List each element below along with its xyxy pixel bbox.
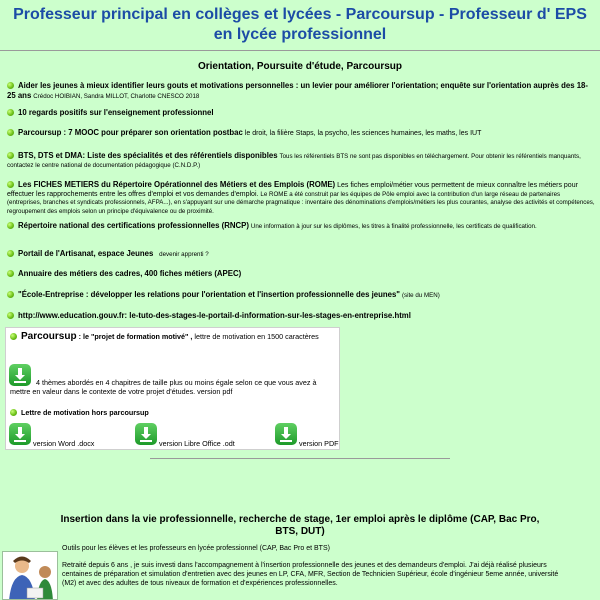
divider (150, 458, 450, 459)
parcoursup-box (5, 327, 340, 450)
download-libre-link[interactable]: version Libre Office .odt (159, 439, 235, 448)
download-libre-icon[interactable] (135, 423, 157, 445)
bullet-icon (7, 250, 14, 257)
item-link[interactable]: Parcoursup : 7 MOOC pour préparer son orientation postbac (18, 128, 243, 137)
list-item-artisanat[interactable] (7, 250, 595, 260)
item-link[interactable]: "École-Entreprise : développer les relations pour l'orientation et l'insertion professionnelle des jeunes" (18, 290, 400, 299)
page-title: Professeur principal en collèges et lycées - Parcoursup - Professeur d' EPS en lycée professionnel (13, 6, 587, 43)
section-insertion-intro: Outils pour les élèves et les professeurs en lycée professionnel (CAP, Bac Pro et BTS) (62, 545, 330, 552)
bullet-icon (7, 222, 14, 229)
download-pdf-link[interactable]: version PDF (299, 439, 339, 448)
bullet-icon (7, 82, 14, 89)
section-orientation-title: Orientation, Poursuite d'étude, Parcoursup (197, 61, 403, 72)
bullet-icon (7, 109, 14, 116)
parcoursup-label[interactable]: Parcoursup (21, 331, 77, 342)
item-link[interactable]: 10 regards positifs sur l'enseignement professionnel (18, 108, 214, 117)
parcoursup-link[interactable]: : le "projet de formation motivé" , (78, 332, 193, 341)
bullet-icon (7, 270, 14, 277)
item-note: devenir apprenti ? (159, 251, 209, 258)
item-note: Crédoc HOIBIAN, Sandra MILLOT, Charlotte CNESCO 2018 (33, 92, 200, 100)
item-note: Les fiches emploi/métier vous permettent de mieux connaître les métiers pour effectuer les rapprochements entre les offres d'emploi et vos demandes d'emploi. (7, 182, 578, 198)
bullet-icon (7, 181, 14, 188)
list-item-10-regards[interactable] (7, 109, 595, 119)
parcoursup-line (10, 332, 335, 341)
list-item-education-gouv[interactable] (7, 312, 595, 322)
list-item-aider-jeunes[interactable] (7, 82, 595, 101)
teacher-illustration (2, 551, 58, 600)
section-insertion-paragraph: Retraité depuis 6 ans , je suis investi dans l'accompagnement à l'insertion professionnelle des jeunes et des demandeurs d'emploi. J'ai déjà réalisé plusieurs centaines de préparation et simulation d'entretien avec des jeunes en LP, CFA, MFR, Section de Technicien Supérieur, école d'ingénieur 5eme année, université (M2) et avec des adultes de tous niveaux de formation et d'expériences professionnelles. (62, 562, 559, 587)
list-item-ecole-entreprise[interactable] (7, 291, 595, 301)
themes-text: 4 thèmes abordés en 4 chapitres de taille plus ou moins égale selon ce que vous avez à mettre en valeur dans le contexte de votre projet d'études. version pdf (10, 378, 317, 396)
item-link[interactable]: BTS, DTS et DMA: Liste des spécialités et des référentiels disponibles (18, 151, 278, 160)
list-item-parcoursup-mooc[interactable] (7, 129, 595, 139)
item-link[interactable]: Annuaire des métiers des cadres, 400 fiches métiers (APEC) (18, 269, 242, 278)
lettre-label[interactable]: Lettre de motivation hors parcoursup (21, 408, 149, 417)
divider (0, 50, 600, 51)
section-insertion-title: Insertion dans la vie professionnelle, recherche de stage, 1er emploi après le diplôme (CAP, Bac Pro, BTS, DUT) (60, 514, 540, 537)
list-item-bts-dts-dma[interactable] (7, 152, 595, 170)
item-link[interactable]: Répertoire national des certifications professionnelles (RNCP) (18, 221, 249, 230)
bullet-icon (10, 333, 17, 340)
item-link[interactable]: http://www.education.gouv.fr: le-tuto-des-stages-le-portail-d-information-sur-les-stages-en-entreprise.html (18, 311, 411, 320)
parcoursup-desc: lettre de motivation en 1500 caractères (194, 332, 319, 341)
bullet-icon (7, 152, 14, 159)
list-item-fiches-metiers[interactable] (7, 181, 595, 216)
bullet-icon (10, 409, 17, 416)
item-note: le droit, la filière Staps, la psycho, les sciences humaines, les maths, les IUT (244, 130, 482, 137)
bullet-icon (7, 291, 14, 298)
item-note-detail: Le ROME a été construit par les équipes de Pôle emploi avec la contribution d'un large réseau de partenaires (entreprises, branches et syndicats professionnels, AFPA...), en s'appuyant sur une démarche pragmatique : inventaire des dénominations d'emplois/métiers les plus courantes, analyse des activités et compétences, regroupement des emplois selon un principe d'équivalence ou de proximité. (7, 190, 595, 215)
item-note: Tous les référentiels BTS ne sont pas disponibles en téléchargement. Pour obtenir les référentiels manquants, contactez le centre national de documentation pédagogique (C.N.D.P.) (7, 153, 581, 169)
item-link[interactable]: Aider les jeunes à mieux identifier leurs gouts et motivations personnelles : un levier pour améliorer l'orientation; enquête sur l'orientation auprès des 18-25 ans (7, 81, 588, 100)
download-word-icon[interactable] (9, 423, 31, 445)
download-word-link[interactable]: version Word .docx (33, 439, 95, 448)
item-note: (site du MEN) (401, 292, 440, 299)
lettre-line (10, 408, 149, 417)
item-link[interactable]: Portail de l'Artisanat, espace Jeunes (18, 249, 154, 258)
download-pdf-icon[interactable] (275, 423, 297, 445)
list-item-apec[interactable] (7, 270, 595, 280)
item-note: Une information à jour sur les diplômes, les titres à finalité professionnelle, les certificats de qualification. (250, 223, 537, 230)
item-link[interactable]: Les FICHES METIERS du Répertoire Opérationnel des Métiers et des Emplois (ROME) (18, 180, 336, 189)
bullet-icon (7, 312, 14, 319)
list-item-rncp[interactable] (7, 222, 595, 232)
bullet-icon (7, 129, 14, 136)
